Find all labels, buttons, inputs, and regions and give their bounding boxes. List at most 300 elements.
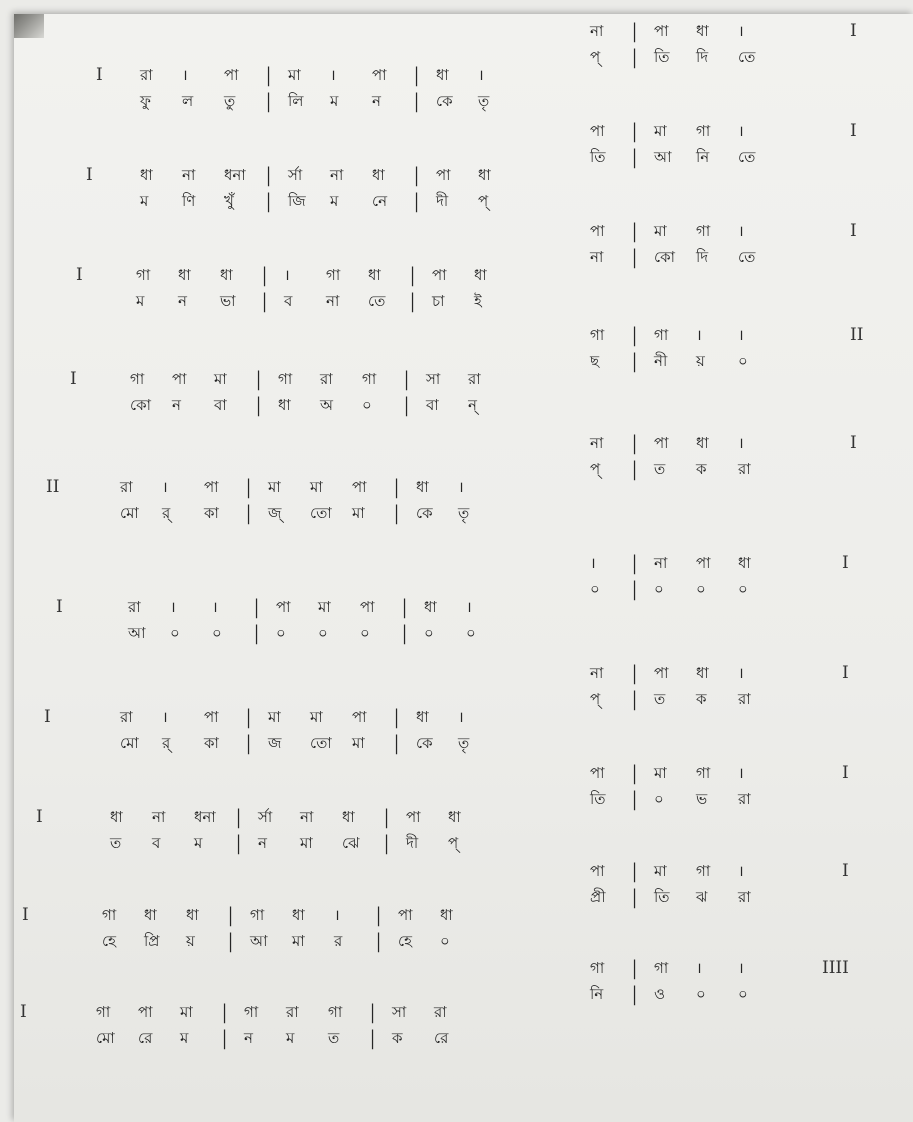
note-token: ণি bbox=[182, 192, 196, 210]
note-token: ত bbox=[328, 1029, 340, 1047]
note-token: তৃ bbox=[458, 734, 470, 752]
bar-line: | bbox=[404, 367, 410, 391]
note-token: র্ bbox=[162, 734, 171, 752]
note-token: রা bbox=[320, 370, 333, 388]
note-token: । bbox=[330, 66, 336, 84]
note-token: ম bbox=[194, 834, 203, 852]
note-token: পা bbox=[224, 66, 239, 84]
note-token: ধা bbox=[696, 434, 709, 452]
bar-line: | bbox=[394, 705, 400, 729]
note-token: পা bbox=[432, 266, 447, 284]
note-token: মা bbox=[300, 834, 313, 852]
bar-line: | bbox=[414, 189, 420, 213]
note-token: জি bbox=[288, 192, 306, 210]
bar-line: | bbox=[414, 63, 420, 87]
note-token: ক bbox=[696, 460, 707, 478]
note-token: তৃ bbox=[478, 92, 490, 110]
note-token: ০ bbox=[738, 985, 748, 1003]
right-swar-row bbox=[0, 858, 913, 884]
bar-line: | bbox=[246, 475, 252, 499]
notation-line bbox=[0, 118, 913, 213]
bar-line: | bbox=[404, 393, 410, 417]
left-bol-row bbox=[0, 288, 913, 314]
bar-line: | bbox=[376, 929, 382, 953]
note-token: । bbox=[738, 764, 744, 782]
note-token: তি bbox=[654, 48, 670, 66]
note-token: ম bbox=[140, 192, 149, 210]
note-token: । bbox=[738, 122, 744, 140]
bar-line: | bbox=[632, 982, 638, 1006]
bar-line: | bbox=[632, 431, 638, 455]
bar-line: | bbox=[266, 89, 272, 113]
right-swar-row bbox=[0, 955, 913, 981]
left-bar-mark: II bbox=[46, 477, 60, 497]
note-token: । bbox=[478, 66, 484, 84]
note-token: কা bbox=[204, 734, 219, 752]
note-token: তো bbox=[310, 734, 332, 752]
note-token: রা bbox=[738, 460, 751, 478]
bar-line: | bbox=[222, 1000, 228, 1024]
note-token: র্সা bbox=[288, 166, 303, 184]
note-token: গা bbox=[130, 370, 145, 388]
note-token: ০ bbox=[440, 932, 450, 950]
note-token: পা bbox=[590, 222, 605, 240]
note-token: গা bbox=[654, 326, 669, 344]
note-token: তে bbox=[368, 292, 386, 310]
note-token: ম bbox=[180, 1029, 189, 1047]
note-token: না bbox=[654, 554, 668, 572]
note-token: তো bbox=[310, 504, 332, 522]
note-token: গা bbox=[654, 959, 669, 977]
right-bar-mark: I bbox=[850, 121, 857, 141]
note-token: । bbox=[738, 434, 744, 452]
left-swar-row bbox=[0, 594, 913, 620]
note-token: ধা bbox=[178, 266, 191, 284]
note-token: ০ bbox=[170, 624, 180, 642]
notation-line bbox=[0, 955, 913, 1050]
note-token: বা bbox=[214, 396, 227, 414]
note-token: র bbox=[334, 932, 343, 950]
bar-line: | bbox=[254, 621, 260, 645]
note-token: ত bbox=[654, 690, 666, 708]
bar-line: | bbox=[632, 761, 638, 785]
note-token: না bbox=[590, 22, 604, 40]
left-bol-row bbox=[0, 1025, 913, 1051]
bar-line: | bbox=[632, 687, 638, 711]
note-token: মা bbox=[352, 504, 365, 522]
left-bar-mark: I bbox=[22, 905, 29, 925]
note-token: না bbox=[300, 808, 314, 826]
note-token: না bbox=[590, 434, 604, 452]
note-token: । bbox=[162, 478, 168, 496]
notation-line bbox=[0, 858, 913, 953]
notation-line bbox=[0, 760, 913, 855]
note-token: পা bbox=[654, 22, 669, 40]
note-token: প্রী bbox=[590, 888, 606, 906]
note-token: ন bbox=[258, 834, 267, 852]
note-token: ক bbox=[392, 1029, 403, 1047]
note-token: ম bbox=[330, 192, 339, 210]
note-token: পা bbox=[172, 370, 187, 388]
note-token: । bbox=[212, 598, 218, 616]
bar-line: | bbox=[246, 731, 252, 755]
note-token: । bbox=[170, 598, 176, 616]
bar-line: | bbox=[376, 903, 382, 927]
note-token: নী bbox=[654, 352, 668, 370]
note-token: ধা bbox=[342, 808, 355, 826]
note-token: প্ bbox=[590, 48, 601, 66]
note-token: দী bbox=[406, 834, 419, 852]
left-swar-row bbox=[0, 474, 913, 500]
note-token: ০ bbox=[654, 790, 664, 808]
note-token: । bbox=[182, 66, 188, 84]
note-token: মা bbox=[214, 370, 227, 388]
note-token: পা bbox=[372, 66, 387, 84]
note-token: পা bbox=[138, 1003, 153, 1021]
note-token: ত bbox=[654, 460, 666, 478]
note-token: মা bbox=[268, 708, 281, 726]
note-token: ০ bbox=[212, 624, 222, 642]
note-token: মা bbox=[654, 764, 667, 782]
bar-line: | bbox=[222, 1026, 228, 1050]
note-token: পা bbox=[204, 708, 219, 726]
note-token: রা bbox=[738, 888, 751, 906]
note-token: রা bbox=[140, 66, 153, 84]
left-bol-row bbox=[0, 620, 913, 646]
note-token: ফু bbox=[140, 92, 151, 110]
note-token: গা bbox=[278, 370, 293, 388]
note-token: গা bbox=[696, 222, 711, 240]
left-swar-row bbox=[0, 162, 913, 188]
right-swar-row bbox=[0, 322, 913, 348]
bar-line: | bbox=[384, 805, 390, 829]
left-bar-mark: I bbox=[96, 65, 103, 85]
note-token: নি bbox=[696, 148, 710, 166]
bar-line: | bbox=[402, 621, 408, 645]
left-bol-row bbox=[0, 730, 913, 756]
note-token: প্ bbox=[478, 192, 489, 210]
note-token: গা bbox=[590, 959, 605, 977]
note-token: জ্ bbox=[268, 504, 282, 522]
right-bar-mark: I bbox=[842, 553, 849, 573]
note-token: গা bbox=[96, 1003, 111, 1021]
note-token: গা bbox=[250, 906, 265, 924]
bar-line: | bbox=[410, 263, 416, 287]
left-bar-mark: I bbox=[70, 369, 77, 389]
left-swar-row bbox=[0, 62, 913, 88]
left-bol-row bbox=[0, 500, 913, 526]
left-swar-row bbox=[0, 704, 913, 730]
note-token: । bbox=[284, 266, 290, 284]
note-token: গা bbox=[590, 326, 605, 344]
note-token: রা bbox=[738, 690, 751, 708]
left-bar-mark: I bbox=[56, 597, 63, 617]
bar-line: | bbox=[632, 45, 638, 69]
left-bol-row bbox=[0, 830, 913, 856]
note-token: না bbox=[590, 664, 604, 682]
note-token: রে bbox=[434, 1029, 449, 1047]
bar-line: | bbox=[402, 595, 408, 619]
bar-line: | bbox=[632, 19, 638, 43]
note-token: ধা bbox=[416, 478, 429, 496]
note-token: গা bbox=[328, 1003, 343, 1021]
note-token: র্সা bbox=[258, 808, 273, 826]
bar-line: | bbox=[632, 885, 638, 909]
note-token: । bbox=[162, 708, 168, 726]
note-token: রা bbox=[434, 1003, 447, 1021]
note-token: মা bbox=[268, 478, 281, 496]
note-token: । bbox=[738, 22, 744, 40]
note-token: রা bbox=[286, 1003, 299, 1021]
note-token: পা bbox=[398, 906, 413, 924]
note-token: ০ bbox=[696, 580, 706, 598]
note-token: পা bbox=[406, 808, 421, 826]
note-token: । bbox=[696, 959, 702, 977]
bar-line: | bbox=[394, 501, 400, 525]
note-token: হে bbox=[398, 932, 412, 950]
note-token: ধা bbox=[440, 906, 453, 924]
note-token: ছ bbox=[590, 352, 600, 370]
note-token: আ bbox=[128, 624, 146, 642]
note-token: প্ bbox=[590, 460, 601, 478]
note-token: ধা bbox=[140, 166, 153, 184]
note-token: ও bbox=[654, 985, 666, 1003]
note-token: । bbox=[466, 598, 472, 616]
notation-line bbox=[0, 218, 913, 313]
note-token: না bbox=[182, 166, 196, 184]
note-token: আ bbox=[654, 148, 672, 166]
note-token: ধা bbox=[372, 166, 385, 184]
note-token: তি bbox=[654, 888, 670, 906]
bar-line: | bbox=[236, 805, 242, 829]
left-bol-row bbox=[0, 88, 913, 114]
note-token: তি bbox=[590, 790, 606, 808]
note-token: ধা bbox=[474, 266, 487, 284]
bar-line: | bbox=[632, 859, 638, 883]
notation-line bbox=[0, 18, 913, 113]
note-token: গা bbox=[136, 266, 151, 284]
right-swar-row bbox=[0, 550, 913, 576]
bar-line: | bbox=[384, 831, 390, 855]
note-token: পা bbox=[352, 708, 367, 726]
note-token: ০ bbox=[276, 624, 286, 642]
bar-line: | bbox=[632, 145, 638, 169]
note-token: মা bbox=[288, 66, 301, 84]
note-token: ধা bbox=[478, 166, 491, 184]
bar-line: | bbox=[632, 956, 638, 980]
left-bol-row bbox=[0, 928, 913, 954]
note-token: ম bbox=[136, 292, 145, 310]
note-token: কে bbox=[416, 504, 433, 522]
note-token: তি bbox=[590, 148, 606, 166]
note-token: রা bbox=[120, 708, 133, 726]
note-token: গা bbox=[696, 122, 711, 140]
bar-line: | bbox=[236, 831, 242, 855]
note-token: অ bbox=[320, 396, 333, 414]
bar-line: | bbox=[228, 903, 234, 927]
bar-line: | bbox=[262, 289, 268, 313]
bar-line: | bbox=[228, 929, 234, 953]
notation-line bbox=[0, 430, 913, 525]
note-token: ধনা bbox=[194, 808, 216, 826]
note-token: প্রি bbox=[144, 932, 160, 950]
note-token: গা bbox=[326, 266, 341, 284]
note-token: পা bbox=[204, 478, 219, 496]
note-token: ম bbox=[286, 1029, 295, 1047]
note-token: তে bbox=[738, 48, 756, 66]
bar-line: | bbox=[256, 393, 262, 417]
note-token: রে bbox=[138, 1029, 153, 1047]
note-token: ধা bbox=[110, 808, 123, 826]
bar-line: | bbox=[632, 577, 638, 601]
bar-line: | bbox=[394, 475, 400, 499]
note-token: ধা bbox=[696, 22, 709, 40]
note-token: ন bbox=[372, 92, 381, 110]
note-token: গা bbox=[696, 862, 711, 880]
bar-line: | bbox=[632, 119, 638, 143]
note-token: পা bbox=[436, 166, 451, 184]
note-token: গা bbox=[696, 764, 711, 782]
note-token: তে bbox=[738, 148, 756, 166]
note-token: মো bbox=[120, 734, 139, 752]
left-swar-row bbox=[0, 366, 913, 392]
note-token: । bbox=[738, 326, 744, 344]
note-token: গা bbox=[362, 370, 377, 388]
note-token: কা bbox=[204, 504, 219, 522]
notation-line bbox=[0, 660, 913, 755]
note-token: রা bbox=[468, 370, 481, 388]
note-token: ধা bbox=[292, 906, 305, 924]
bar-line: | bbox=[632, 245, 638, 269]
note-token: মা bbox=[310, 478, 323, 496]
right-bar-mark: IIII bbox=[822, 958, 849, 978]
note-token: । bbox=[458, 708, 464, 726]
note-token: ০ bbox=[738, 352, 748, 370]
note-token: ধা bbox=[424, 598, 437, 616]
note-token: ০ bbox=[424, 624, 434, 642]
note-token: তে bbox=[738, 248, 756, 266]
note-token: রা bbox=[738, 790, 751, 808]
note-token: ধনা bbox=[224, 166, 246, 184]
right-bar-mark: I bbox=[850, 221, 857, 241]
note-token: । bbox=[738, 664, 744, 682]
left-swar-row bbox=[0, 902, 913, 928]
note-token: ম bbox=[330, 92, 339, 110]
note-token: ০ bbox=[654, 580, 664, 598]
bar-line: | bbox=[414, 163, 420, 187]
note-token: কো bbox=[130, 396, 151, 414]
note-token: মা bbox=[310, 708, 323, 726]
note-token: । bbox=[738, 862, 744, 880]
bar-line: | bbox=[632, 661, 638, 685]
note-token: আ bbox=[250, 932, 268, 950]
note-token: লি bbox=[288, 92, 304, 110]
note-token: সা bbox=[426, 370, 441, 388]
note-token: পা bbox=[654, 434, 669, 452]
note-token: চা bbox=[432, 292, 445, 310]
note-token: ধা bbox=[368, 266, 381, 284]
note-token: মা bbox=[292, 932, 305, 950]
note-token: ০ bbox=[360, 624, 370, 642]
note-token: ন bbox=[244, 1029, 253, 1047]
note-token: মা bbox=[352, 734, 365, 752]
right-bar-mark: II bbox=[850, 325, 864, 345]
note-token: সা bbox=[392, 1003, 407, 1021]
note-token: ঝে bbox=[342, 834, 360, 852]
note-token: মা bbox=[654, 222, 667, 240]
note-token: । bbox=[738, 222, 744, 240]
note-token: ধা bbox=[144, 906, 157, 924]
note-token: মা bbox=[318, 598, 331, 616]
left-bar-mark: I bbox=[76, 265, 83, 285]
right-swar-row bbox=[0, 660, 913, 686]
note-token: হে bbox=[102, 932, 116, 950]
note-token: ধা bbox=[448, 808, 461, 826]
bar-line: | bbox=[246, 501, 252, 525]
note-token: প্ bbox=[590, 690, 601, 708]
note-token: ধা bbox=[696, 664, 709, 682]
note-token: দি bbox=[696, 48, 709, 66]
note-token: ০ bbox=[590, 580, 600, 598]
note-token: পা bbox=[590, 122, 605, 140]
note-token: ত bbox=[110, 834, 122, 852]
note-token: খুঁ bbox=[224, 192, 234, 210]
notation-line bbox=[0, 322, 913, 417]
bar-line: | bbox=[254, 595, 260, 619]
note-token: ভা bbox=[220, 292, 236, 310]
note-token: ব bbox=[284, 292, 293, 310]
note-token: না bbox=[590, 248, 604, 266]
bar-line: | bbox=[370, 1000, 376, 1024]
bar-line: | bbox=[262, 263, 268, 287]
note-token: নি bbox=[590, 985, 604, 1003]
right-bar-mark: I bbox=[850, 21, 857, 41]
right-swar-row bbox=[0, 118, 913, 144]
right-bar-mark: I bbox=[850, 433, 857, 453]
note-token: । bbox=[590, 554, 596, 572]
left-bar-mark: I bbox=[44, 707, 51, 727]
bar-line: | bbox=[632, 323, 638, 347]
note-token: ধা bbox=[436, 66, 449, 84]
note-token: কে bbox=[416, 734, 433, 752]
right-swar-row bbox=[0, 18, 913, 44]
right-bar-mark: I bbox=[842, 663, 849, 683]
note-token: মা bbox=[654, 122, 667, 140]
bar-line: | bbox=[266, 163, 272, 187]
note-token: রা bbox=[120, 478, 133, 496]
note-token: ল bbox=[182, 92, 194, 110]
note-token: পা bbox=[360, 598, 375, 616]
note-token: ০ bbox=[738, 580, 748, 598]
note-token: কো bbox=[654, 248, 675, 266]
note-token: পা bbox=[590, 862, 605, 880]
note-token: পা bbox=[654, 664, 669, 682]
note-token: পা bbox=[590, 764, 605, 782]
note-token: ভ bbox=[696, 790, 708, 808]
note-token: । bbox=[334, 906, 340, 924]
left-swar-row bbox=[0, 999, 913, 1025]
note-token: না bbox=[330, 166, 344, 184]
left-bar-mark: I bbox=[20, 1002, 27, 1022]
note-token: না bbox=[326, 292, 340, 310]
note-token: ঝ bbox=[696, 888, 708, 906]
right-swar-row bbox=[0, 430, 913, 456]
bar-line: | bbox=[632, 457, 638, 481]
notation-line bbox=[0, 550, 913, 645]
left-bol-row bbox=[0, 392, 913, 418]
bar-line: | bbox=[414, 89, 420, 113]
left-bol-row bbox=[0, 188, 913, 214]
